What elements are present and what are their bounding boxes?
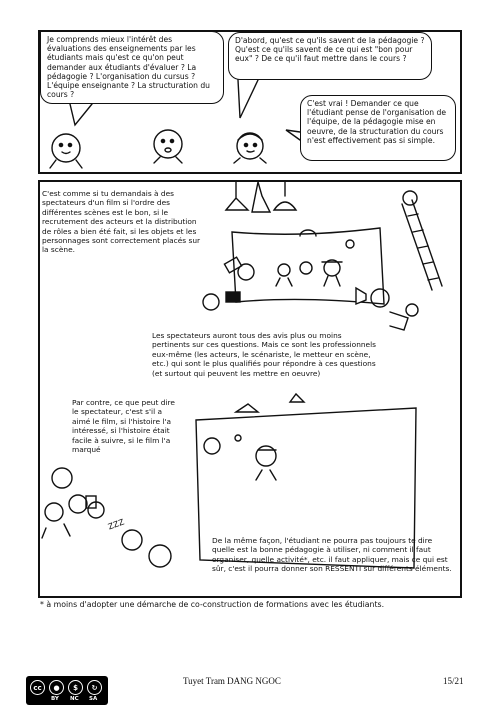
- bubble-right-text: C'est vrai ! Demander ce que l'étudiant pense de l'organisation de l'équipe, de la pédagogie mise en oeuvre, de la structuration du cours n'est effectivement pas si simple.: [307, 99, 446, 145]
- student-character: [50, 134, 82, 168]
- stage-lamps: [226, 182, 296, 212]
- sharealike-icon: ↻: [87, 680, 102, 695]
- license-nc-label: NC: [70, 696, 79, 702]
- movie-screen: [196, 408, 416, 568]
- author-name: Tuyet Tram DANG NGOC: [183, 676, 281, 686]
- camera-operator: [203, 257, 254, 310]
- cinema-analogy-text: C'est comme si tu demandais à des spectateurs d'un film si l'ordre des différentes scènes est le bon, si le recrutement des acteurs et la distribution de rôles a bien été fait, si les objets et les personnages sont correctement placés sur la scène.: [42, 189, 201, 255]
- license-by-label: BY: [51, 696, 59, 702]
- teacher-character: [154, 130, 182, 163]
- spectator-text: Par contre, ce que peut dire le spectateur, c'est s'il a aimé le film, si l'histoire l'a intéressé, si l'histoire était facile à suivre, si le film l'a marqué: [72, 398, 175, 455]
- license-sa-label: SA: [89, 696, 98, 702]
- professionals-text: Les spectateurs auront tous des avis plus ou moins pertinents sur ces questions. Mais ce sont les professionnels eux-même (les acteurs, le scénariste, le metteur en scène, etc.) qui sont le plus qualifiés pour répondre à ces questions (et surtout qui peuvent les mettre en oeuvre): [152, 331, 377, 378]
- spectators-group: [42, 468, 171, 567]
- bubble-left-text: Je comprends mieux l'intérêt des évaluations des enseignements par les étudiants mais qu'est ce qu'on peut demander aux étudiants d'évaluer ? La pédagogie ? L'organisation du cursus ? L'équipe enseignante ? La structuration du cours ?: [47, 35, 210, 100]
- creative-commons-icon: cc: [30, 680, 45, 695]
- conclusion-text: De la même façon, l'étudiant ne pourra pas toujours te dire quelle est la bonne pédagogie à utiliser, ni comment il faut organiser, quelle activité*, etc. il faut appliquer, mais ce qui est sûr, c'est il pourra donner son RESSENTI sur différents éléments.: [212, 536, 452, 574]
- license-badge[interactable]: [26, 676, 108, 705]
- noncommercial-icon: $: [68, 680, 83, 695]
- director: [356, 288, 418, 330]
- sleeping-zzz: ZZZ: [106, 517, 126, 532]
- colleague-character: [234, 133, 266, 163]
- page-number: 15/21: [443, 676, 464, 686]
- footnote: * à moins d'adopter une démarche de co-construction de formations avec les étudiants.: [40, 600, 385, 609]
- ladder: [402, 191, 442, 290]
- bubble-middle-text: D'abord, qu'est ce qu'ils savent de la pédagogie ? Qu'est ce qu'ils savent de ce qui est "bon pour eux" ? De ce qu'il faut mettre dans le cours ?: [235, 36, 425, 64]
- attribution-icon: ●: [49, 680, 64, 695]
